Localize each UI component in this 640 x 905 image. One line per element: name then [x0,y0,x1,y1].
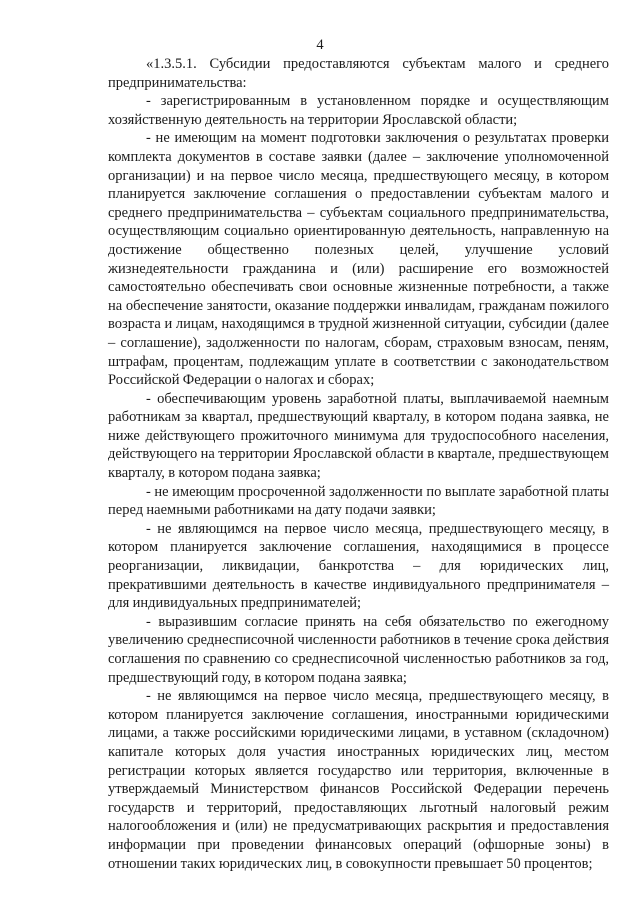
paragraph-no-salary-arrears: - не имеющим просроченной задолженности по выплате заработной платы перед наемными работниками на дату подачи заявки; [108,483,609,519]
document-body [108,55,609,873]
page-number: 4 [316,37,324,53]
paragraph-headcount-increase: - выразившим согласие принять на себя обязательство по ежегодному увеличению среднесписочной численности работников в течение срока действия соглашения по сравнению со среднесписочной численностью работников за год, предшествующий году, в котором подана заявка; [108,613,609,686]
paragraph-salary-level: - обеспечивающим уровень заработной платы, выплачиваемой наемным работникам за квартал, предшествующий кварталу, в котором подана заявка, не ниже действующего прожиточного минимума для трудоспособного населения, действующего на территории Ярославской области в квартале, предшествующем кварталу, в котором подана заявка; [108,390,609,482]
paragraph-no-tax-debt: - не имеющим на момент подготовки заключения о результатах проверки комплекта документов в составе заявки (далее – заключение уполномоченной организации) и на первое число месяца, предшествующего месяцу, в котором планируется заключение соглашения о предоставлении субъектам малого и среднего предпринимательства – субъектам социального предпринимательства, осуществляющим социально ориентированную деятельность, направленную на достижение общественно полезных целей, улучшение условий жизнедеятельности гражданина и (или) расширение его возможностей самостоятельно обеспечивать свои основные жизненные потребности, а также на обеспечение занятости, оказание поддержки инвалидам, гражданам пожилого возраста и лицам, находящимся в трудной жизненной ситуации, субсидии (далее – соглашение), задолженности по налогам, сборам, страховым взносам, пеням, штрафам, процентам, подлежащим уплате в соответствии с законодательством Российской Федерации о налогах и сборах; [108,130,609,389]
paragraph-intro: «1.3.5.1. Субсидии предоставляются субъектам малого и среднего предпринимательства: [108,56,609,91]
paragraph-not-foreign: - не являющимся на первое число месяца, предшествующего месяцу, в котором планируется заключение соглашения, иностранными юридическими лицами, а также российскими юридическими лицами, в уставном (складочном) капитале которых доля участия иностранных юридических лиц, местом регистрации которых является государство или территория, включенные в утверждаемый Министерством финансов Российской Федерации перечень государств и территорий, предоставляющих льготный налоговый режим налогообложения и (или) не предусматривающих раскрытия и предоставления информации при проведении финансовых операций (офшорные зоны) в отношении таких юридических лиц, в совокупности превышает 50 процентов; [108,688,609,872]
paragraph-not-reorganizing: - не являющимся на первое число месяца, предшествующего месяцу, в котором планируется заключение соглашения, находящимися в процессе реорганизации, ликвидации, банкротства – для юридических лиц, прекратившими деятельность в качестве индивидуального предпринимателя – для индивидуальных предпринимателей; [108,520,609,612]
paragraph-registered: - зарегистрированным в установленном порядке и осуществляющим хозяйственную деятельность на территории Ярославской области; [108,93,609,128]
